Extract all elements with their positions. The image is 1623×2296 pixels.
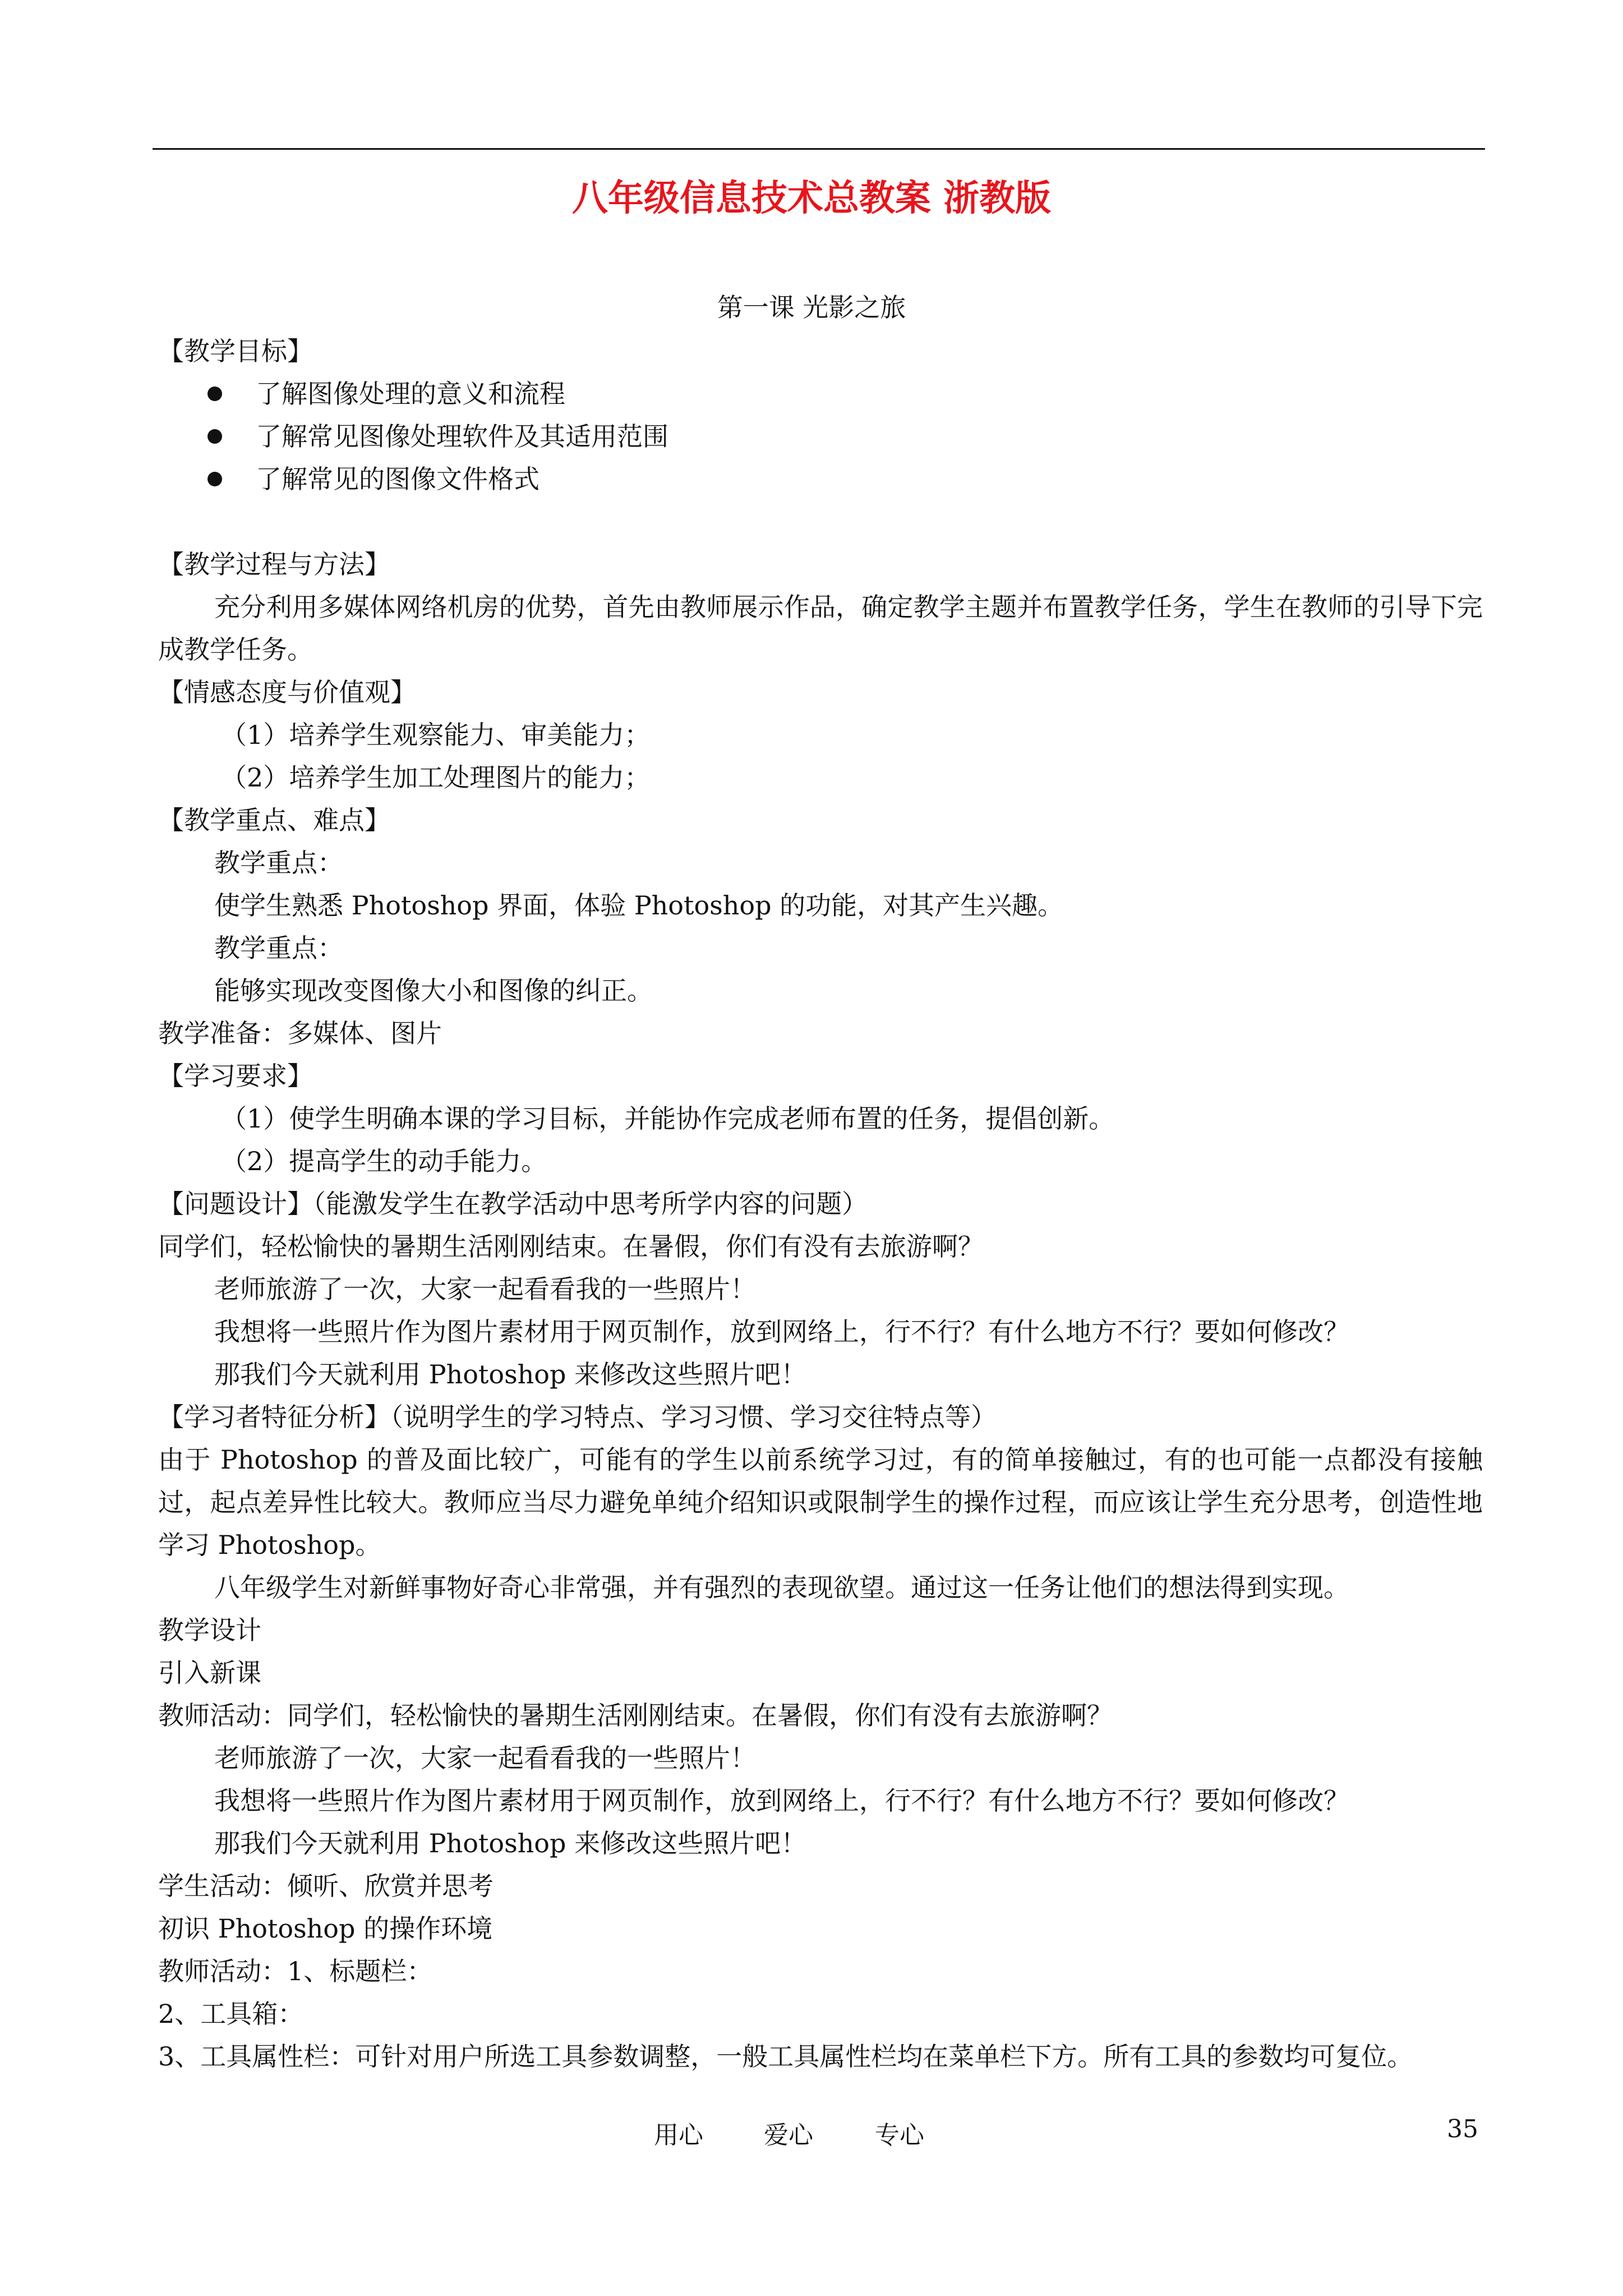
spacer <box>158 500 1483 543</box>
text-line: 能够实现改变图像大小和图像的纠正。 <box>214 976 653 1006</box>
section-heading: 【教学目标】 <box>158 336 313 366</box>
section-heading: 【教学过程与方法】 <box>158 549 390 579</box>
section-heading: 【教学重点、难点】 <box>158 805 390 835</box>
footer-motto: 专心 <box>875 2121 924 2150</box>
text-line: 老师旅游了一次，大家一起看看我的一些照片！ <box>214 1274 756 1304</box>
paragraph: 由于 Photoshop 的普及面比较广，可能有的学生以前系统学习过，有的简单接触过，有的也可能一点都没有接触过，起点差异性比较大。教师应当尽力避免单纯介绍知识或限制学生的操作过程，而应该让学生充分思考，创造性地学习 Photoshop。 <box>158 1444 1483 1560</box>
bullet-icon <box>208 472 222 486</box>
bullet-item <box>158 415 1483 458</box>
list-line: （2）提高学生的动手能力。 <box>221 1146 547 1176</box>
text-line: 教学重点： <box>214 933 343 963</box>
text-line: 初识 Photoshop 的操作环境 <box>158 1913 493 1944</box>
bullet-item <box>158 458 1483 500</box>
text-line: 使学生熟悉 Photoshop 界面，体验 Photoshop 的功能，对其产生兴趣。 <box>214 890 1064 921</box>
list-line: （1）使学生明确本课的学习目标，并能协作完成老师布置的任务，提倡创新。 <box>221 1103 1115 1134</box>
text-line: 2、工具箱： <box>158 1999 304 2029</box>
bullet-icon <box>208 429 222 444</box>
section-heading: 【学习要求】 <box>158 1061 313 1091</box>
footer-motto: 爱心 <box>764 2121 813 2150</box>
list-line: （2）培养学生加工处理图片的能力； <box>221 762 651 793</box>
bullet-item <box>158 372 1483 415</box>
section-heading: 【情感态度与价值观】 <box>158 677 416 707</box>
list-line: （1）培养学生观察能力、审美能力； <box>221 720 651 750</box>
text-line: 我想将一些照片作为图片素材用于网页制作，放到网络上，行不行？有什么地方不行？要如何修改？ <box>214 1786 1349 1816</box>
text-line: 那我们今天就利用 Photoshop 来修改这些照片吧！ <box>214 1359 807 1389</box>
text-line: 引入新课 <box>158 1658 261 1688</box>
paragraph: 充分利用多媒体网络机房的优势，首先由教师展示作品，确定教学主题并布置教学任务，学生在教师的引导下完成教学任务。 <box>158 592 1483 665</box>
text-line: 学生活动：倾听、欣赏并思考 <box>158 1871 494 1901</box>
bullet-text: 了解常见图像处理软件及其适用范围 <box>256 421 668 452</box>
section-heading: 【学习者特征分析】（说明学生的学习特点、学习习惯、学习交往特点等） <box>158 1402 997 1432</box>
section-heading: 【问题设计】（能激发学生在教学活动中思考所学内容的问题） <box>158 1189 868 1219</box>
paragraph: 3、工具属性栏：可针对用户所选工具参数调整，一般工具属性栏均在菜单栏下方。所有工具的参数均可复位。 <box>158 2041 1413 2072</box>
bullet-icon <box>208 386 222 401</box>
text-line: 教学准备：多媒体、图片 <box>158 1018 442 1048</box>
page-number: 35 <box>1447 2115 1478 2143</box>
bullet-text: 了解图像处理的意义和流程 <box>256 379 565 409</box>
text-line: 同学们，轻松愉快的暑期生活刚刚结束。在暑假，你们有没有去旅游啊？ <box>158 1231 984 1262</box>
lesson-title: 第一课 光影之旅 <box>717 292 906 323</box>
header-rule <box>153 148 1485 150</box>
text-line: 那我们今天就利用 Photoshop 来修改这些照片吧！ <box>214 1828 807 1858</box>
text-line: 教学设计 <box>158 1615 261 1645</box>
document-body <box>158 330 1483 2078</box>
text-line: 八年级学生对新鲜事物好奇心非常强，并有强烈的表现欲望。通过这一任务让他们的想法得到实现。 <box>214 1572 1349 1603</box>
text-line: 我想将一些照片作为图片素材用于网页制作，放到网络上，行不行？有什么地方不行？要如何修改？ <box>214 1317 1349 1347</box>
text-line: 教师活动：1、标题栏： <box>158 1956 433 1986</box>
document-title: 八年级信息技术总教案 浙教版 <box>571 178 1052 219</box>
footer-motto: 用心 <box>654 2121 703 2150</box>
text-line: 教学重点： <box>214 848 343 878</box>
bullet-text: 了解常见的图像文件格式 <box>256 464 540 494</box>
text-line: 老师旅游了一次，大家一起看看我的一些照片！ <box>214 1743 756 1773</box>
text-line: 教师活动：同学们，轻松愉快的暑期生活刚刚结束。在暑假，你们有没有去旅游啊？ <box>158 1700 1113 1731</box>
